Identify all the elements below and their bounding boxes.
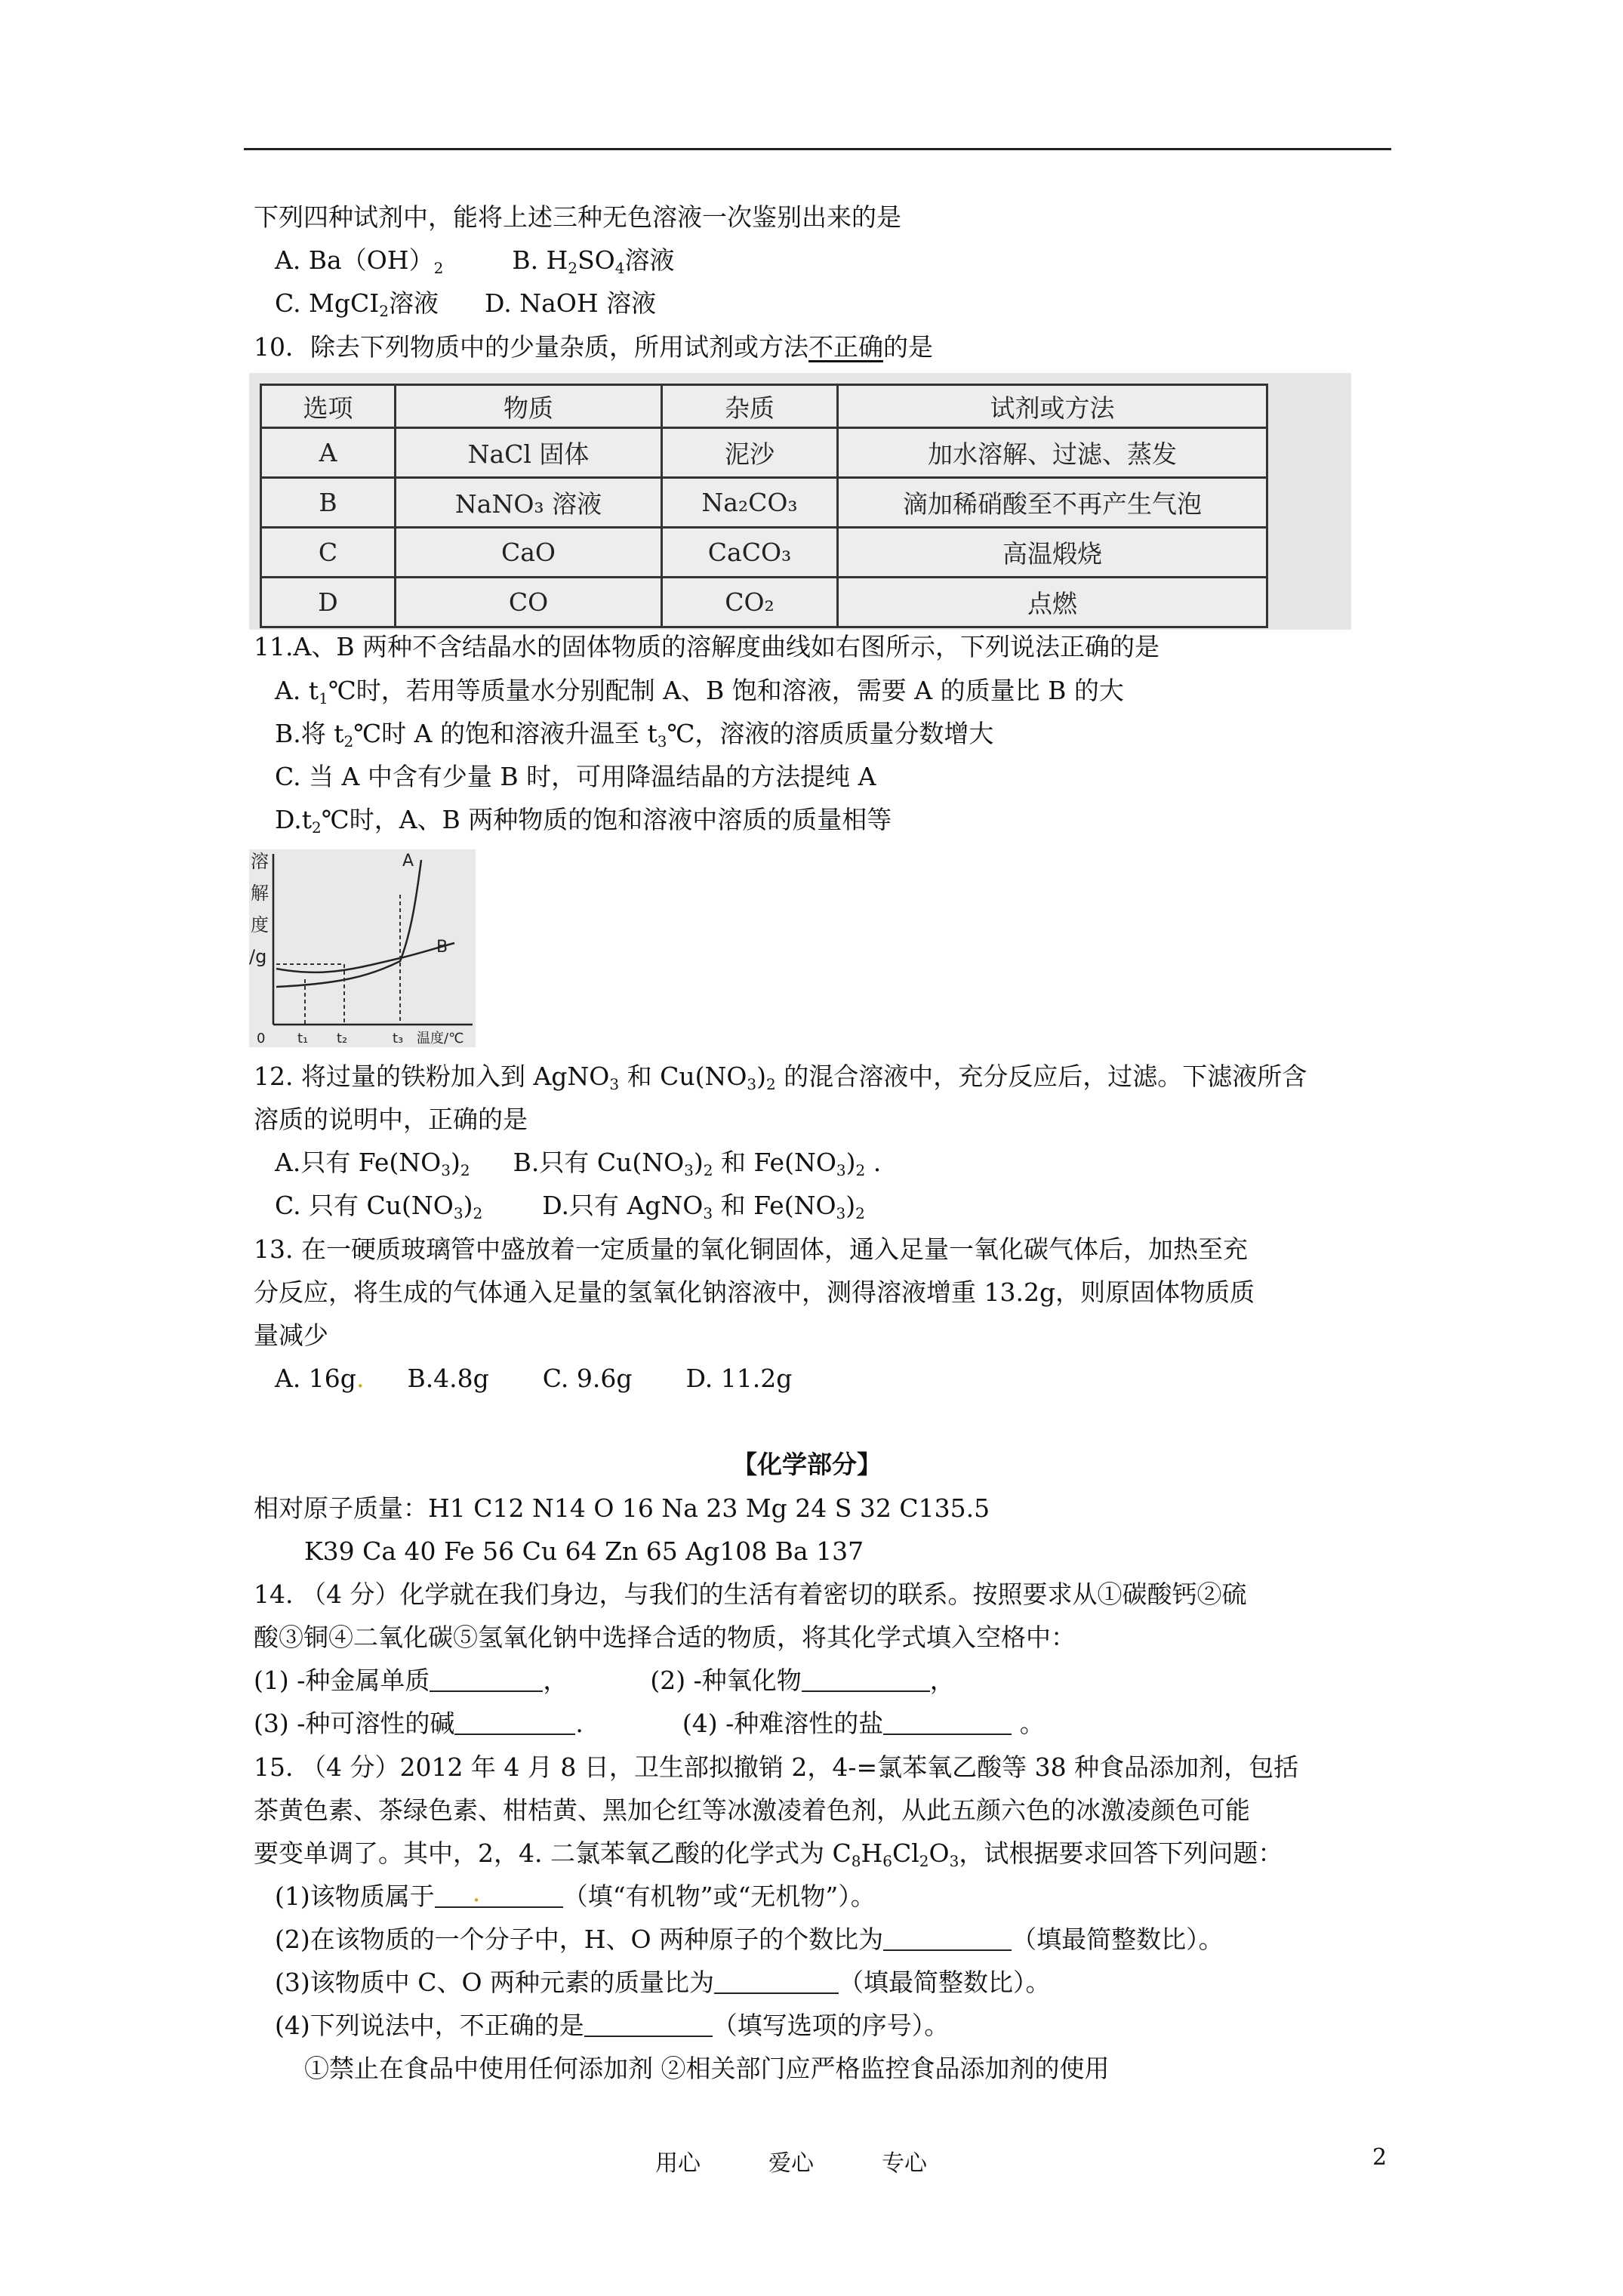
y-axis-label-char: 度 — [251, 914, 269, 935]
table-cell: CaO — [396, 528, 662, 578]
table-cell: 泥沙 — [662, 428, 838, 478]
answer-blank[interactable] — [584, 2013, 713, 2037]
text: 10．除去下列物质中的少量杂质，所用试剂或方法 — [254, 332, 808, 362]
subscript: 3 — [836, 1204, 846, 1222]
q9-option-a: A. Ba（OH） — [275, 245, 434, 275]
q11-option-b — [275, 719, 993, 749]
subscript: 2 — [919, 1852, 929, 1870]
text: 要变单调了。其中，2，4. 二氯苯氧乙酸的化学式为 C — [254, 1838, 852, 1868]
q15-item-4-options: ①禁止在食品中使用任何添加剂 ②相关部门应严格监控食品添加剂的使用 — [304, 2054, 1110, 2083]
t1-label: t₁ — [297, 1031, 309, 1046]
answer-blank[interactable] — [883, 1711, 1012, 1735]
table-cell: 滴加稀硝酸至不再产生气泡 — [838, 478, 1267, 528]
subscript: 4 — [614, 259, 625, 277]
text: 溶液 — [389, 288, 439, 318]
q15-stem-line1: 15. （4 分）2012 年 4 月 8 日，卫生部拟撤销 2，4-=氯苯氧乙酸等 38 种食品添加剂，包括 — [254, 1752, 1299, 1782]
table-header-row — [261, 385, 1267, 428]
q15-stem-line3 — [254, 1838, 1283, 1869]
q14-stem-line2: 酸③铜④二氧化碳⑤氢氧化钠中选择合适的物质，将其化学式填入空格中： — [254, 1623, 1076, 1652]
table-cell: NaNO₃ 溶液 — [396, 478, 662, 528]
table-cell: NaCl 固体 — [396, 428, 662, 478]
answer-blank[interactable] — [430, 1668, 543, 1692]
subscript: 2 — [312, 818, 322, 837]
section-title: 【化学部分】 — [732, 1450, 882, 1479]
footer-word: 专心 — [882, 2150, 927, 2177]
text: ) — [463, 1191, 473, 1220]
q9-option-b: B. H — [512, 245, 568, 275]
table-cell: D — [261, 578, 396, 627]
text: ) — [845, 1148, 856, 1177]
subscript: 6 — [882, 1852, 892, 1870]
table-row — [261, 428, 1267, 478]
t3-label: t₃ — [393, 1031, 404, 1046]
subscript: 2 — [855, 1161, 866, 1179]
q15-stem-line2: 茶黄色素、茶绿色素、柑桔黄、黑加仑红等冰激凌着色剂，从此五颜六色的冰激凌颜色可能 — [254, 1795, 1250, 1825]
subscript: 3 — [684, 1161, 694, 1179]
q12-option-a: A.只有 Fe(NO — [275, 1148, 442, 1177]
q13-option-c: C. 9.6g — [542, 1364, 633, 1393]
text: (1)该物质属于 — [275, 1881, 435, 1911]
subscript: 2 — [343, 732, 354, 750]
subscript: 3 — [609, 1075, 620, 1093]
table-row — [261, 478, 1267, 528]
q10-stem — [254, 332, 933, 362]
text: （填最简整数比）。 — [1012, 1925, 1224, 1954]
subscript: 2 — [460, 1161, 470, 1179]
table-cell: CaCO₃ — [662, 528, 838, 578]
table-cell: A — [261, 428, 396, 478]
answer-blank[interactable] — [714, 1970, 839, 1994]
answer-blank[interactable] — [883, 1927, 1012, 1951]
q11-option-d — [275, 805, 892, 835]
q9-option-d: D. NaOH 溶液 — [485, 288, 657, 318]
q12-stem-line2: 溶质的说明中，正确的是 — [254, 1105, 528, 1134]
text: (4)下列说法中，不正确的是 — [275, 2011, 584, 2040]
y-axis-label-char: 解 — [251, 883, 269, 904]
text: D.t — [275, 805, 313, 834]
table-cell: 高温煅烧 — [838, 528, 1267, 578]
q10-table — [260, 384, 1268, 628]
text: H — [861, 1838, 883, 1868]
answer-blank[interactable] — [454, 1711, 575, 1735]
table-header: 选项 — [261, 385, 396, 428]
solubility-curve-figure — [249, 849, 476, 1047]
q14-blanks-12 — [254, 1666, 955, 1696]
subscript: 2 — [433, 259, 444, 277]
table-cell: 加水溶解、过滤、蒸发 — [838, 428, 1267, 478]
text: 的混合溶液中，充分反应后，过滤。下滤液所含 — [775, 1062, 1307, 1091]
q13-option-b: B.4.8g — [407, 1364, 489, 1393]
subscript: 2 — [766, 1075, 776, 1093]
subscript: 3 — [836, 1161, 846, 1179]
text: 的是 — [883, 332, 933, 362]
text: O — [929, 1838, 950, 1868]
q11-option-c: C. 当 A 中含有少量 B 时，可用降温结晶的方法提纯 A — [275, 762, 876, 791]
solubility-curve-svg — [249, 849, 476, 1047]
text: ℃，溶液的溶质质量分数增大 — [667, 719, 994, 748]
text: ， — [929, 1666, 955, 1695]
atomic-mass-line2: K39 Ca 40 Fe 56 Cu 64 Zn 65 Ag108 Ba 137 — [304, 1536, 864, 1566]
subscript: 2 — [855, 1204, 865, 1222]
q9-option-c: C. MgCI — [275, 288, 380, 318]
y-axis-label-char: 溶 — [251, 851, 269, 872]
q9-stem: 下列四种试剂中，能将上述三种无色溶液一次鉴别出来的是 — [254, 202, 901, 232]
atomic-mass-line1: 相对原子质量：H1 C12 N14 O 16 Na 23 Mg 24 S 32 C135.5 — [254, 1493, 990, 1523]
text: . — [865, 1148, 882, 1177]
q11-stem: 11.A、B 两种不含结晶水的固体物质的溶解度曲线如右图所示，下列说法正确的是 — [254, 632, 1160, 661]
subscript: 8 — [851, 1852, 861, 1870]
q14-item-4: (4) -种难溶性的盐 — [682, 1709, 884, 1738]
origin-label: 0 — [257, 1031, 266, 1046]
underlined-text: 不正确 — [808, 332, 883, 362]
q15-item-1 — [275, 1878, 876, 1912]
text: 和 Cu(NO — [619, 1062, 747, 1091]
table-cell: CO — [396, 578, 662, 627]
q9-options-cd — [275, 288, 656, 319]
q14-item-3: (3) -种可溶性的碱 — [254, 1709, 455, 1738]
text: （填“有机物”或“无机物”）。 — [562, 1881, 876, 1911]
subscript: 1 — [319, 689, 328, 707]
q15-item-3 — [275, 1968, 1051, 1998]
x-axis-label: 温度/℃ — [417, 1031, 464, 1046]
table-row — [261, 528, 1267, 578]
text: (3)该物质中 C、O 两种元素的质量比为 — [275, 1968, 715, 1997]
table-cell: C — [261, 528, 396, 578]
subscript: 3 — [747, 1075, 757, 1093]
q15-item-2 — [275, 1925, 1224, 1955]
table-cell: Na₂CO₃ — [662, 478, 838, 528]
text: A. t — [275, 676, 319, 705]
q13-stem-line2: 分反应，将生成的气体通入足量的氢氧化钠溶液中，测得溶液增重 13.2g，则原固体物质质 — [254, 1277, 1255, 1307]
header-rule — [244, 148, 1391, 150]
text: 和 Fe(NO — [713, 1148, 836, 1177]
text: . — [472, 1878, 481, 1907]
text: 溶液 — [624, 245, 675, 275]
table-cell: 点燃 — [838, 578, 1267, 627]
curve-b — [276, 943, 454, 972]
text: B.将 t — [275, 719, 344, 748]
table-header: 物质 — [396, 385, 662, 428]
subscript: 3 — [703, 1204, 713, 1222]
subscript: 2 — [703, 1161, 713, 1179]
q12-option-b: B.只有 Cu(NO — [513, 1148, 685, 1177]
text: ， — [543, 1666, 568, 1695]
text: ) — [693, 1148, 704, 1177]
q13-stem-line3: 量减少 — [254, 1321, 328, 1350]
text: Cl — [892, 1838, 919, 1868]
subscript: 2 — [379, 302, 389, 320]
text: （填写选项的序号）。 — [712, 2011, 950, 2040]
subscript: 2 — [568, 259, 578, 277]
table-cell: B — [261, 478, 396, 528]
q9-options-ab — [275, 245, 674, 276]
text: . — [356, 1364, 365, 1393]
text: 。 — [1012, 1709, 1045, 1738]
subscript: 2 — [473, 1204, 483, 1222]
text: SO — [577, 245, 615, 275]
subscript: 3 — [949, 1852, 959, 1870]
q12-option-d: D.只有 AgNO — [542, 1191, 704, 1220]
text: （填最简整数比）。 — [839, 1968, 1051, 1997]
subscript: 3 — [657, 732, 667, 750]
q14-item-2: (2) -种氧化物 — [650, 1666, 802, 1695]
table-cell: CO₂ — [662, 578, 838, 627]
text: ) — [450, 1148, 460, 1177]
text: (2)在该物质的一个分子中，H、O 两种原子的个数比为 — [275, 1925, 884, 1954]
table-header: 试剂或方法 — [838, 385, 1267, 428]
t2-label: t₂ — [337, 1031, 348, 1046]
footer-word: 用心 — [655, 2150, 701, 2177]
q14-stem-line1: 14. （4 分）化学就在我们身边，与我们的生活有着密切的联系。按照要求从①碳酸钙②硫 — [254, 1579, 1247, 1609]
curve-a-label: A — [402, 852, 414, 871]
page-number: 2 — [1372, 2144, 1387, 2171]
text: ，试根据要求回答下列问题： — [959, 1838, 1283, 1868]
text: ) — [756, 1062, 766, 1091]
q12-option-c: C. 只有 Cu(NO — [275, 1191, 454, 1220]
subscript: 3 — [441, 1161, 451, 1179]
q14-blanks-34 — [254, 1709, 1045, 1739]
text: ℃时，若用等质量水分别配制 A、B 饱和溶液，需要 A 的质量比 B 的大 — [328, 676, 1124, 705]
footer-word: 爱心 — [768, 2150, 814, 2177]
y-axis-label-char: /g — [249, 946, 267, 967]
q12-options-ab — [275, 1148, 881, 1178]
curve-b-label: B — [436, 938, 448, 957]
q15-item-4 — [275, 2011, 949, 2041]
text: ℃时，A、B 两种物质的饱和溶液中溶质的质量相等 — [321, 805, 892, 834]
text: . — [575, 1709, 584, 1738]
q13-stem-line1: 13. 在一硬质玻璃管中盛放着一定质量的氧化铜固体，通入足量一氧化碳气体后，加热至充 — [254, 1234, 1248, 1264]
q12-stem-line1 — [254, 1062, 1307, 1092]
text: 和 Fe(NO — [713, 1191, 836, 1220]
q10-table-image — [249, 373, 1351, 630]
answer-blank[interactable] — [435, 1878, 563, 1908]
text: ℃时 A 的饱和溶液升温至 t — [353, 719, 658, 748]
answer-blank[interactable] — [802, 1668, 930, 1692]
table-row — [261, 578, 1267, 627]
text: 12. 将过量的铁粉加入到 AgNO — [254, 1062, 610, 1091]
subscript: 3 — [453, 1204, 463, 1222]
q14-item-1: (1) -种金属单质 — [254, 1666, 430, 1695]
text: ) — [845, 1191, 856, 1220]
table-header: 杂质 — [662, 385, 838, 428]
q12-options-cd — [275, 1191, 865, 1221]
q13-option-d: D. 11.2g — [685, 1364, 793, 1393]
q11-option-a — [275, 676, 1124, 706]
q13-options — [275, 1364, 792, 1394]
q13-option-a: A. 16g — [275, 1364, 356, 1393]
